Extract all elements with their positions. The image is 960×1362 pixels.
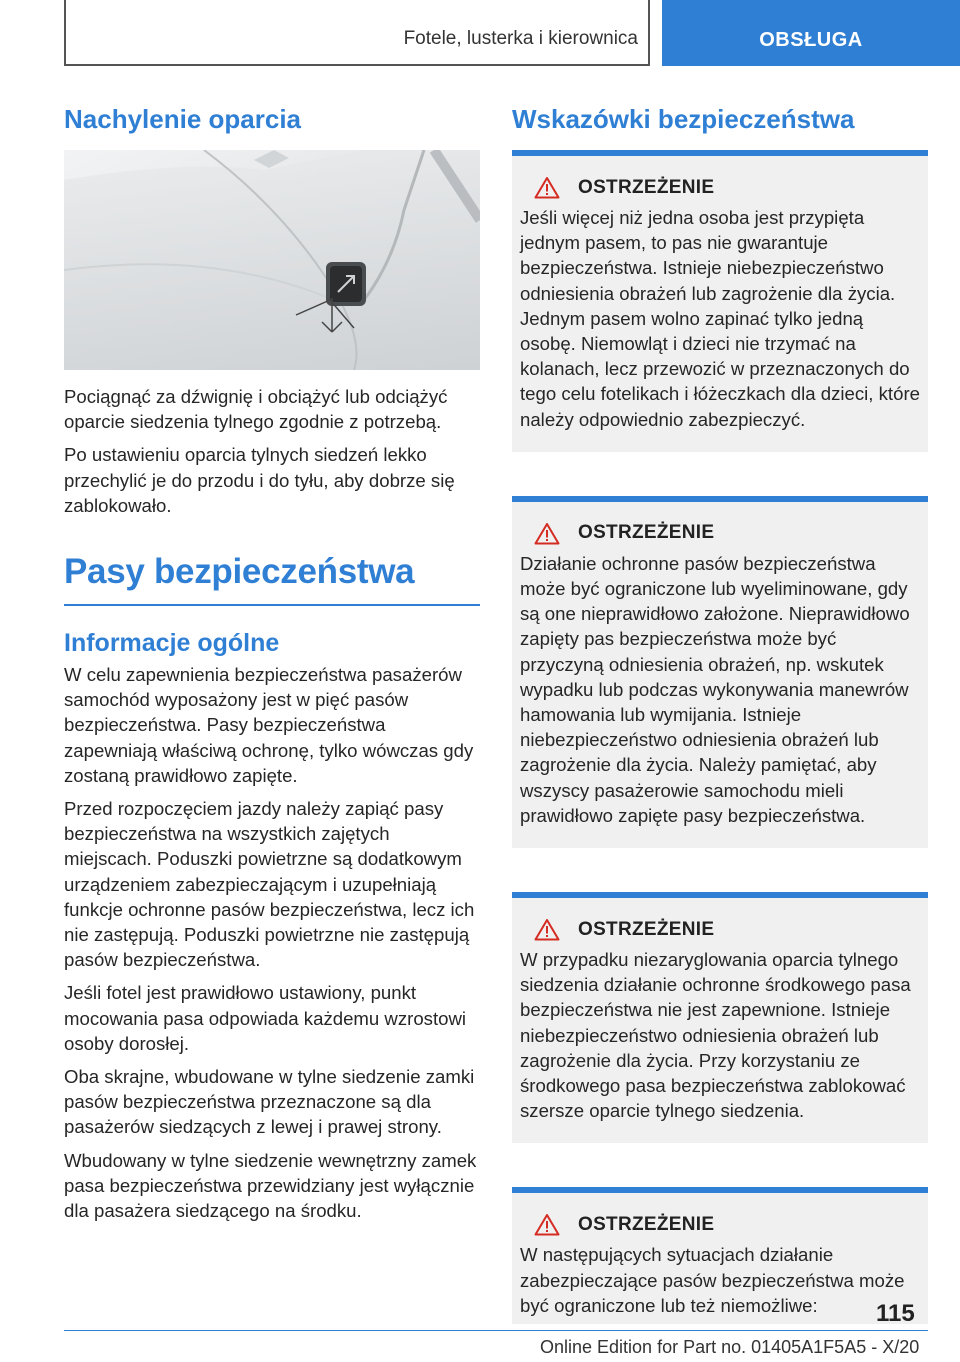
warning-triangle-icon (534, 522, 560, 545)
header-rule-bottom (64, 64, 650, 66)
warning-text: Jeśli więcej niż jedna osoba jest przypięta jednym pasem, to pas nie gwarantuje bezpieczeństwa. Istnieje niebezpieczeństwo odniesienia obrażeń lub zagrożenie dla życia. Jednym pasem wolno zapinać tylko jedną osobę. Niemowląt i dzieci nie trzymać na kolanach, lecz przewozić w przeznaczonych do tego celu fotelikach i łóżeczkach dla dzieci, które należy odpowiednio zabezpieczyć. (520, 207, 920, 430)
warning-box (512, 156, 928, 452)
backrest-lever-illustration (64, 150, 480, 370)
warning-title: OSTRZEŻENIE (578, 1213, 715, 1235)
section-tab[interactable]: OBSŁUGA (662, 0, 960, 66)
right-column (512, 100, 928, 1324)
warning-title: OSTRZEŻENIE (578, 918, 715, 940)
paragraph-general-4: Oba skrajne, wbudowane w tylne siedzenie zamki pasów bezpieczeństwa przeznaczone są dla pasażerów siedzących z lewej i prawej strony. (64, 1066, 475, 1138)
heading-seat-belts: Pasy bezpieczeństwa (64, 548, 480, 606)
footer-rule (64, 1330, 928, 1331)
heading-backrest: Nachylenie oparcia (64, 104, 301, 134)
paragraph-general-1: W celu zapewnienia bezpieczeństwa pasażerów samochód wyposażony jest w pięć pasów bezpieczeństwa. Pasy bezpieczeństwa zapewniają właściwą ochronę, tylko wówczas gdy zostaną prawidłowo zapięte. (64, 664, 474, 786)
heading-safety-notes: Wskazówki bezpieczeństwa (512, 104, 855, 134)
warning-text: W następujących sytuacjach działanie zabezpieczające pasów bezpieczeństwa może być ograniczone lub też niemożliwe: (520, 1244, 905, 1316)
paragraph-backrest-1: Pociągnąć za dźwignię i obciążyć lub odciążyć oparcie siedzenia tylnego zgodnie z potrzebą. (64, 386, 448, 433)
warning-triangle-icon (534, 918, 560, 941)
warning-title: OSTRZEŻENIE (578, 522, 715, 544)
warning-text: Działanie ochronne pasów bezpieczeństwa może być ograniczone lub wyeliminowane, gdy są one nieprawidłowo założone. Nieprawidłowo zapięty pas bezpieczeństwa może być przyczyną odniesienia obrażeń, np. wskutek wypadku lub podczas wykonywania manewrów hamowania lub wymijania. Istnieje niebezpieczeństwo odniesienia obrażeń lub zagrożenie dla życia. Należy pamiętać, aby wszyscy pasażerowie samochodu mieli prawidłowo zapięte pasy bezpieczeństwa. (520, 552, 910, 826)
paragraph-backrest-2: Po ustawieniu oparcia tylnych siedzeń lekko przechylić je do przodu i do tyłu, aby dobrze się zablokowało. (64, 444, 455, 516)
warning-box (512, 1193, 928, 1324)
warning-box (512, 898, 928, 1143)
warning-triangle-icon (534, 176, 560, 199)
warning-triangle-icon (534, 1213, 560, 1236)
paragraph-general-3: Jeśli fotel jest prawidłowo ustawiony, punkt mocowania pasa odpowiada każdemu wzrostowi osoby dorosłej. (64, 982, 467, 1054)
edition-note[interactable]: Online Edition for Part no. 01405A1F5A5 - X/20 (540, 1337, 920, 1357)
header-rule-divider (648, 0, 650, 66)
chapter-title: Fotele, lusterka i kierownica (403, 28, 638, 49)
paragraph-general-5: Wbudowany w tylne siedzenie wewnętrzny zamek pasa bezpieczeństwa przewidziany jest wyłącznie dla pasażera siedzącego na środku. (64, 1149, 477, 1222)
left-column (64, 100, 480, 1223)
warning-box (512, 502, 928, 848)
page-number: 115 (876, 1300, 915, 1327)
warning-title: OSTRZEŻENIE (578, 176, 715, 198)
heading-general-info: Informacje ogólne (64, 629, 280, 658)
warning-text: W przypadku niezaryglowania oparcia tylnego siedzenia działanie ochronne środkowego pasa bezpieczeństwa nie jest zapewnione. Istnieje niebezpieczeństwo odniesienia obrażeń lub zagrożenie dla życia. Przy korzystaniu ze środkowego pasa bezpieczeństwa zablokować szersze oparcie tylnego siedzenia. (520, 949, 911, 1122)
header-rule-left (64, 0, 66, 66)
paragraph-general-2: Przed rozpoczęciem jazdy należy zapiąć pasy bezpieczeństwa na wszystkich zajętych miejscach. Poduszki powietrzne są dodatkowym urządzeniem zabezpieczającym i uzupełniają funkcje ochronne pasów bezpieczeństwa, lecz ich nie zastępują. Poduszki powietrzne nie zastępują pasów bezpieczeństwa. (64, 798, 475, 971)
seat-illustration-svg (64, 150, 480, 370)
